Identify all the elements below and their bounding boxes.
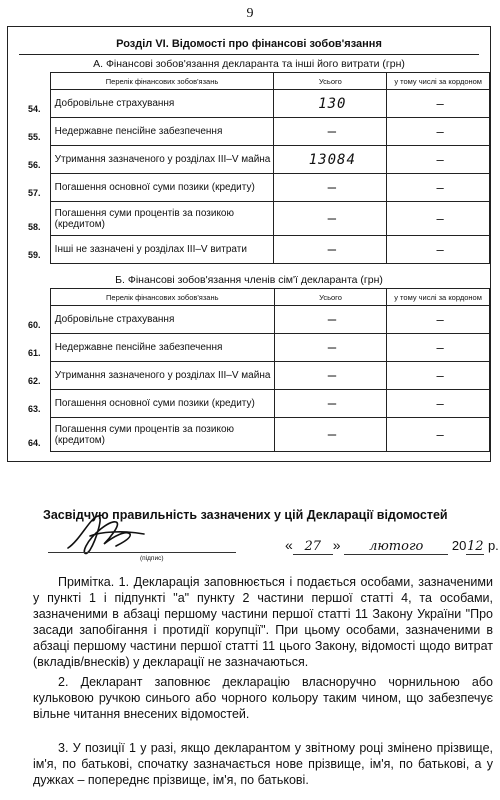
row-total: —	[274, 236, 387, 264]
row-number: 54.	[28, 103, 41, 114]
row-number: 60.	[28, 319, 41, 330]
table-header-row	[28, 73, 490, 90]
row-name: Добровільне страхування	[50, 306, 274, 334]
row-abroad: —	[387, 362, 490, 390]
date-suffix: р.	[487, 538, 499, 553]
row-abroad: —	[387, 390, 490, 418]
table-row	[28, 90, 490, 118]
row-total: —	[274, 334, 386, 362]
row-abroad: —	[387, 118, 490, 146]
row-number: 63.	[28, 403, 41, 414]
date-quote: «	[285, 537, 293, 553]
header-total: Усього	[274, 73, 387, 90]
row-number: 59.	[28, 249, 41, 260]
financial-obligations-section	[7, 26, 491, 462]
table-row	[28, 202, 490, 236]
row-total: 130	[274, 90, 387, 118]
date-month: лютого	[344, 539, 448, 555]
row-number: 55.	[28, 131, 41, 142]
row-total: —	[274, 202, 387, 236]
row-abroad: —	[387, 306, 490, 334]
date-day: 27	[293, 539, 333, 555]
date-field	[285, 537, 500, 555]
signature-caption: (підпис)	[140, 555, 164, 562]
signature-line	[48, 552, 236, 553]
header-abroad: у тому числі за кордоном	[387, 73, 490, 90]
date-quote: »	[332, 537, 341, 553]
row-total: —	[274, 390, 386, 418]
row-name: Погашення основної суми позики (кредиту)	[50, 174, 274, 202]
table-row	[28, 236, 490, 264]
date-century: 20	[451, 538, 467, 553]
row-abroad: —	[387, 418, 490, 452]
table-row	[28, 146, 490, 174]
part-b-title: Б. Фінансові зобов'язання членів сім'ї декларанта (грн)	[115, 274, 383, 286]
section-title: Розділ VI. Відомості про фінансові зобов'язання	[116, 38, 382, 50]
row-number: 64.	[28, 437, 41, 448]
table-row	[28, 174, 490, 202]
note-paragraph-3: 3. У позиції 1 у разі, якщо декларантом у звітному році змінено прізвище, ім'я, по батькові, спочатку зазначається нове прізвище, ім'я, по батькові, а у дужках – попереднє прізвище, ім'я, по батькові.	[33, 741, 493, 787]
row-number: 56.	[28, 159, 41, 170]
divider	[19, 54, 479, 55]
note-paragraph-1: Примітка. 1. Декларація заповнюється і подається особами, зазначеними у пункті 1 і підпункті "а" пункту 2 частини першої статті 4, та особами, зазначеними в абзаці першому частини першої статті 11 Закону України "Про засади запобігання і протидії корупції". При цьому особами, зазначеними в абзаці першому частини першої статті 11 цього Закону, відомості щодо витрат (вкладів/внесків) у декларації не зазначаються.	[33, 575, 493, 669]
row-name: Добровільне страхування	[50, 90, 274, 118]
row-abroad: —	[387, 202, 490, 236]
row-name: Інші не зазначені у розділах III–V витрати	[50, 236, 274, 264]
row-abroad: —	[387, 174, 490, 202]
row-name: Погашення основної суми позики (кредиту)	[50, 390, 274, 418]
header-name: Перелік фінансових зобов'язань	[50, 289, 274, 306]
signature-block	[40, 522, 499, 572]
row-total: —	[274, 418, 386, 452]
row-number: 61.	[28, 347, 41, 358]
part-b-table	[28, 288, 490, 452]
row-total: —	[274, 174, 387, 202]
part-a-title: А. Фінансові зобов'язання декларанта та інші його витрати (грн)	[93, 58, 405, 70]
row-name: Недержавне пенсійне забезпечення	[50, 118, 274, 146]
notes	[33, 574, 493, 792]
row-name: Погашення суми процентів за позикою (кредитом)	[50, 418, 274, 452]
table-row	[28, 118, 490, 146]
row-name: Погашення суми процентів за позикою (кредитом)	[50, 202, 274, 236]
row-name: Утримання зазначеного у розділах III–V майна	[50, 362, 274, 390]
row-total: 13084	[274, 146, 387, 174]
row-number: 62.	[28, 375, 41, 386]
header-abroad: у тому числі за кордоном	[387, 289, 490, 306]
table-row	[28, 334, 490, 362]
row-abroad: —	[387, 334, 490, 362]
part-a-table	[28, 72, 490, 264]
row-total: —	[274, 362, 386, 390]
row-number: 58.	[28, 221, 41, 232]
table-header-row	[28, 289, 490, 306]
row-total: —	[274, 118, 387, 146]
row-number: 57.	[28, 187, 41, 198]
row-name: Утримання зазначеного у розділах III–V майна	[50, 146, 274, 174]
row-total: —	[274, 306, 386, 334]
date-year: 12	[467, 539, 484, 554]
row-abroad: —	[387, 236, 490, 264]
header-name: Перелік фінансових зобов'язань	[50, 73, 274, 90]
table-row	[28, 418, 490, 452]
row-abroad: —	[387, 90, 490, 118]
row-abroad: —	[387, 146, 490, 174]
page-number: 9	[246, 6, 254, 21]
table-row	[28, 362, 490, 390]
note-paragraph-2: 2. Декларант заповнює декларацію власноручно чорнильною або кульковою ручкою синього або чорного кольору таким чином, що забезпечує вільне читання внесених відомостей.	[33, 675, 493, 721]
header-total: Усього	[274, 289, 386, 306]
table-row	[28, 390, 490, 418]
row-name: Недержавне пенсійне забезпечення	[50, 334, 274, 362]
table-row	[28, 306, 490, 334]
certification-text: Засвідчую правильність зазначених у цій Декларації відомостей	[43, 508, 448, 522]
